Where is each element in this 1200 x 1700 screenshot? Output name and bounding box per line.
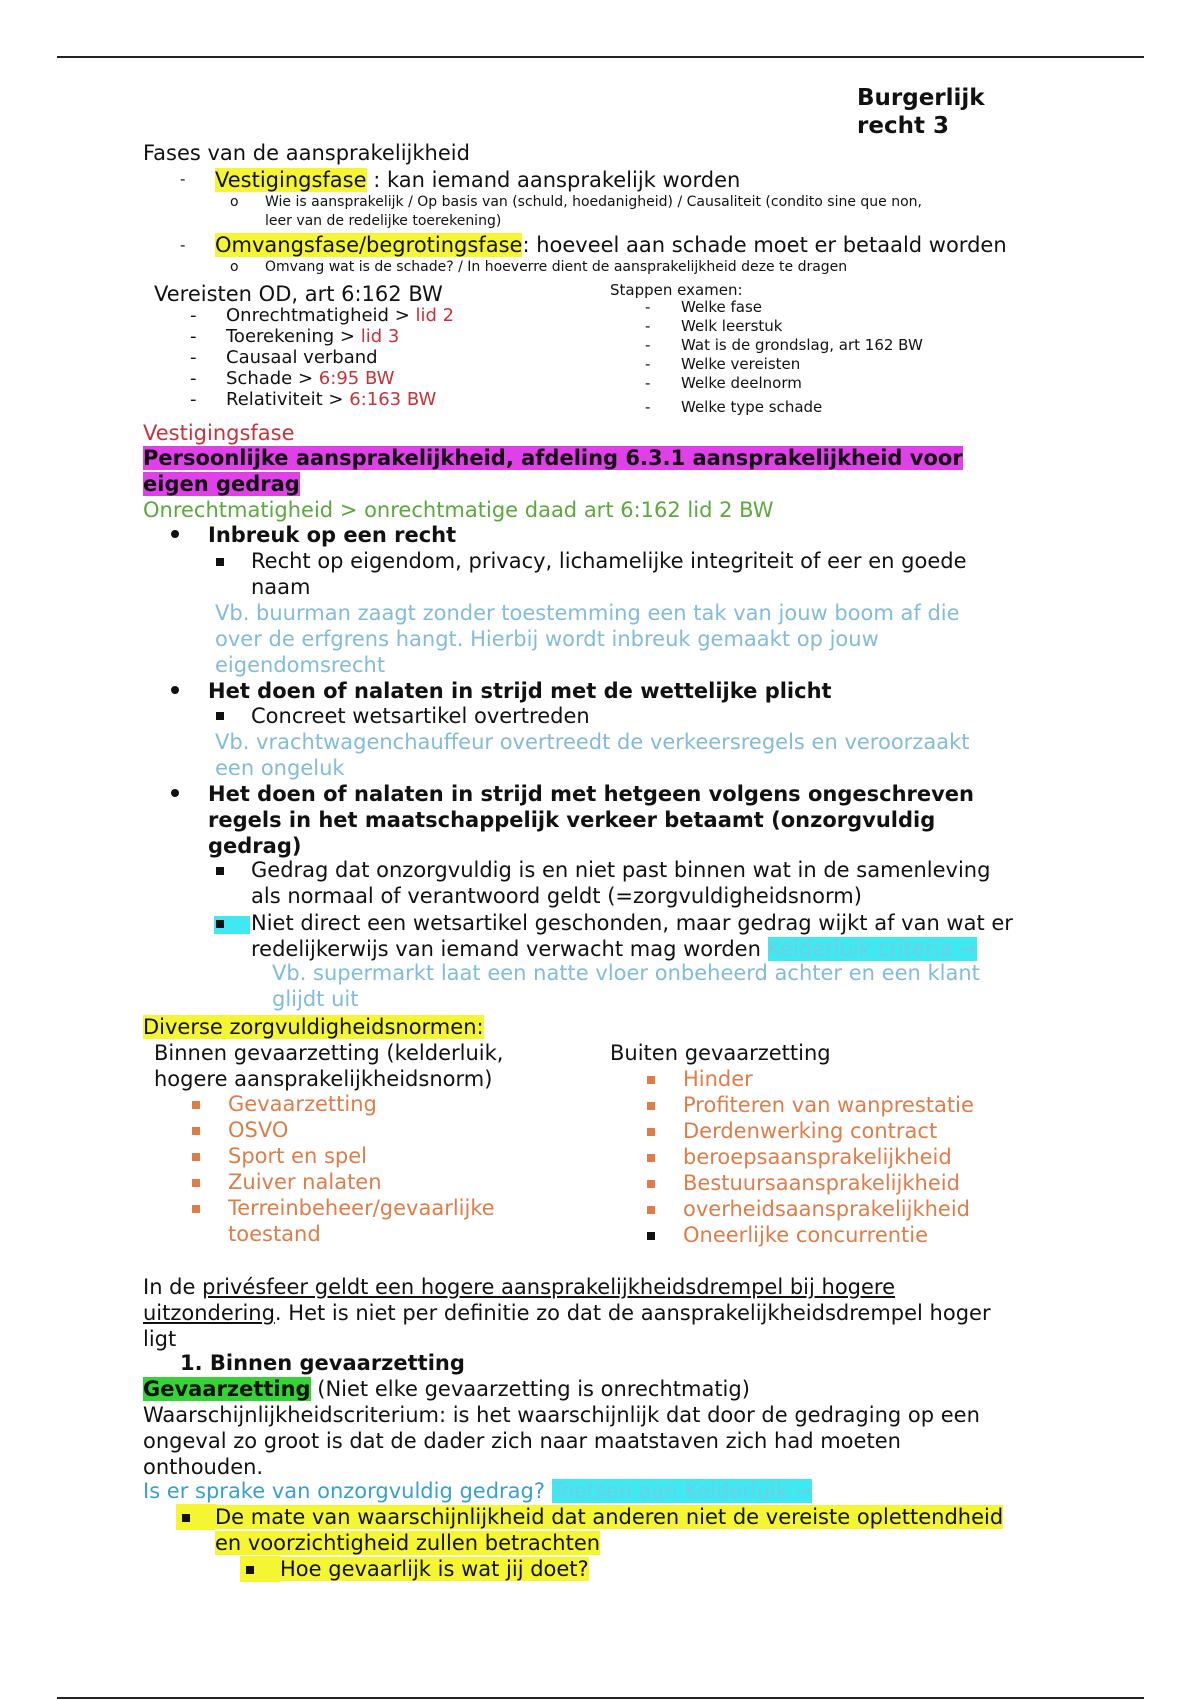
dash-marker: - <box>190 368 197 389</box>
buiten-item-text: Profiteren van wanprestatie <box>683 1093 974 1117</box>
fase-item-1-sub-line: Wie is aansprakelijk / Op basis van (schuld, hoedanigheid) / Causaliteit (condito sine que non, <box>265 194 923 210</box>
buiten-item <box>645 1170 974 1196</box>
sub-line: Recht op eigendom, privacy, lichamelijke integriteit of eer en goede <box>251 549 967 573</box>
binnen-gevaarzetting-head <box>154 1040 503 1092</box>
stappen-item <box>645 317 923 336</box>
stappen-item <box>645 298 923 317</box>
stappen-item-text: Welke vereisten <box>681 355 801 373</box>
bullet-ongeschreven <box>208 781 974 859</box>
vereisten-item <box>190 347 454 368</box>
example-line: Vb. supermarkt laat een natte vloer onbeheerd achter en een klant <box>272 961 980 985</box>
vereisten-item <box>190 389 454 410</box>
fase-item-2-text: : hoeveel aan schade moet er betaald worden <box>522 233 1007 257</box>
binnen-item <box>190 1143 495 1169</box>
buiten-item-text: Hinder <box>683 1067 753 1091</box>
dash-marker: - <box>190 305 197 326</box>
vereisten-item-text: Causaal verband <box>226 347 378 368</box>
persoonlijke-line: Persoonlijke aansprakelijkheid, afdeling 6.3.1 aansprakelijkheid voor <box>143 446 963 470</box>
buiten-item <box>645 1118 974 1144</box>
bullet-dot <box>171 686 179 694</box>
head-line: Binnen gevaarzetting (kelderluik, <box>154 1041 504 1065</box>
binnen-item <box>190 1169 495 1195</box>
head-line: hogere aansprakelijkheidsnorm) <box>154 1067 493 1091</box>
example-line: glijdt uit <box>272 987 359 1011</box>
sub-line: redelijkerwijs van iemand verwacht mag worden <box>251 937 768 961</box>
vereisten-item-ref: 6:95 BW <box>318 368 395 389</box>
binnen-item-text: Sport en spel <box>228 1144 367 1168</box>
vestigingsfase-heading: Vestigingsfase <box>143 421 295 445</box>
buiten-item <box>645 1196 974 1222</box>
circle-marker: o <box>230 194 239 210</box>
stappen-item-text: Wat is de grondslag, art 162 BW <box>681 336 923 354</box>
dash-marker: - <box>190 389 197 410</box>
fase-item-1-sub <box>265 193 922 231</box>
mate-line: De mate van waarschijnlijkheid dat anderen niet de vereiste oplettendheid <box>215 1505 1004 1529</box>
bullet-square <box>216 920 224 928</box>
binnen-list <box>190 1091 495 1247</box>
circle-marker: o <box>230 259 239 275</box>
bullet-square <box>216 558 224 566</box>
binnen-item-text: OSVO <box>228 1118 289 1142</box>
vereisten-item <box>190 368 454 389</box>
vereisten-item-text: Schade > <box>226 368 319 389</box>
vereisten-item <box>190 326 454 347</box>
gevaarzetting-rest: (Niet elke gevaarzetting is onrechtmatig) <box>310 1377 750 1401</box>
dash-marker: - <box>645 398 651 416</box>
example-inbreuk <box>215 600 960 678</box>
para-line: onthouden. <box>143 1455 264 1479</box>
dash-marker: - <box>190 326 197 347</box>
dash-marker: - <box>645 336 651 354</box>
example-line: Vb. vrachtwagenchauffeur overtreedt de verkeersregels en veroorzaakt <box>215 730 970 754</box>
bullet-square <box>216 867 224 875</box>
question-text: Is er sprake van onzorgvuldig gedrag? <box>143 1479 552 1503</box>
toetsen-kelderluik-link[interactable]: Toetsen aan Kelderluik → <box>551 1479 813 1503</box>
para-line: ongeval zo groot is dat de dader zich naar maatstaven zich had moeten <box>143 1429 901 1453</box>
stappen-item <box>645 355 923 374</box>
hoe-gevaarlijk-text: Hoe gevaarlijk is wat jij doet? <box>280 1557 589 1581</box>
binnen-item-text: Zuiver nalaten <box>228 1170 382 1194</box>
stappen-list <box>645 298 923 417</box>
buiten-item <box>645 1144 974 1170</box>
bottom-rule <box>57 1697 1144 1699</box>
waarschijnlijkheid-paragraph <box>143 1402 980 1480</box>
binnen-gevaarzetting-heading: 1. Binnen gevaarzetting <box>180 1351 465 1375</box>
vereisten-item-text: Onrechtmatigheid > <box>226 305 416 326</box>
prive-underlined: uitzondering <box>143 1301 275 1325</box>
fase-item-1 <box>215 167 740 193</box>
buiten-item <box>645 1092 974 1118</box>
binnen-item-cont: toestand <box>228 1222 321 1246</box>
dash-marker: - <box>645 317 651 335</box>
example-line: over de erfgrens hangt. Hierbij wordt inbreuk gemaakt op jouw <box>215 627 879 651</box>
persoonlijke-heading <box>143 445 963 497</box>
binnen-item <box>190 1091 495 1117</box>
bullet-inbreuk: Inbreuk op een recht <box>208 523 457 547</box>
stappen-item-text: Welk leerstuk <box>681 317 783 335</box>
buiten-item-text: beroepsaansprakelijkheid <box>683 1145 952 1169</box>
fase-item-2-sub: Omvang wat is de schade? / In hoeverre dient de aansprakelijkheid deze te dragen <box>265 259 848 275</box>
stappen-item <box>645 398 923 417</box>
omvangsfase-highlight: Omvangsfase/begrotingsfase <box>215 233 523 257</box>
bullet-ongeschreven-sub1 <box>251 857 990 909</box>
gevaarzetting-highlight: Gevaarzetting <box>143 1377 311 1401</box>
kelderluik-criteria-link[interactable]: Kelderluik criteria → <box>767 937 977 961</box>
dash-marker: - <box>645 355 651 373</box>
stappen-item <box>645 336 923 355</box>
bullet-square <box>216 712 224 720</box>
onrechtmatigheid-heading: Onrechtmatigheid > onrechtmatige daad art 6:162 lid 2 BW <box>143 498 774 522</box>
stappen-heading: Stappen examen: <box>610 281 743 299</box>
fases-heading: Fases van de aansprakelijkheid <box>143 141 470 165</box>
bullet-ongeschreven-sub2 <box>251 910 1013 962</box>
bullet-wettelijke-plicht: Het doen of nalaten in strijd met de wettelijke plicht <box>208 679 832 703</box>
buiten-item-text: Oneerlijke concurrentie <box>683 1223 929 1247</box>
buiten-gevaarzetting-head: Buiten gevaarzetting <box>610 1041 831 1065</box>
stappen-item-text: Welke type schade <box>681 398 823 416</box>
stappen-item-text: Welke fase <box>681 298 763 316</box>
fase-item-1-text: : kan iemand aansprakelijk worden <box>366 168 741 192</box>
bullet-line: Het doen of nalaten in strijd met hetgeen volgens ongeschreven <box>208 782 974 806</box>
prive-underlined: privésfeer geldt een hogere aansprakelijkheidsdrempel bij hogere <box>202 1275 896 1299</box>
title-line-1: Burgerlijk <box>857 85 985 111</box>
normen-heading-text: Diverse zorgvuldigheidsnormen: <box>143 1015 484 1039</box>
fase-item-1-sub-line: leer van de redelijke toerekening) <box>265 213 502 229</box>
para-line: Waarschijnlijkheidscriterium: is het waarschijnlijk dat door de gedraging op een <box>143 1403 980 1427</box>
vestigingsfase-highlight: Vestigingsfase <box>215 168 367 192</box>
vereisten-item-text: Toerekening > <box>226 326 361 347</box>
vereisten-item <box>190 305 454 326</box>
onzorgvuldig-question <box>143 1478 812 1504</box>
mate-line: en voorzichtigheid zullen betrachten <box>215 1531 601 1555</box>
vereisten-heading: Vereisten OD, art 6:162 BW <box>154 282 443 306</box>
bullet-dot <box>171 789 179 797</box>
dash-marker: - <box>645 374 651 392</box>
prive-line <box>143 1300 991 1326</box>
dash-marker: - <box>180 170 186 188</box>
sub-line: naam <box>251 575 311 599</box>
title-line-2: recht 3 <box>857 113 949 139</box>
vereisten-list <box>190 305 454 410</box>
top-rule <box>57 56 1144 58</box>
sub-line: als normaal of verantwoord geldt (=zorgvuldigheidsnorm) <box>251 884 862 908</box>
dash-marker: - <box>190 347 197 368</box>
binnen-item <box>190 1195 495 1221</box>
vereisten-item-ref: lid 3 <box>360 326 400 347</box>
persoonlijke-line: eigen gedrag <box>143 472 300 496</box>
bullet-line: gedrag) <box>208 834 302 858</box>
dash-marker: - <box>645 298 651 316</box>
bullet-square <box>246 1566 254 1574</box>
binnen-item-text: Gevaarzetting <box>228 1092 377 1116</box>
dash-marker: - <box>180 236 186 254</box>
example-wettelijke <box>215 729 969 781</box>
binnen-item <box>190 1117 495 1143</box>
buiten-item <box>645 1066 974 1092</box>
bullet-dot <box>171 530 179 538</box>
stappen-item-text: Welke deelnorm <box>681 374 802 392</box>
buiten-item <box>645 1222 974 1248</box>
mate-waarschijnlijkheid <box>215 1504 1003 1556</box>
buiten-item-text: Derdenwerking contract <box>683 1119 938 1143</box>
document-title <box>857 84 985 140</box>
normen-heading <box>143 1014 484 1040</box>
bullet-line: regels in het maatschappelijk verkeer betaamt (onzorgvuldig <box>208 808 936 832</box>
bullet-wettelijke-sub: Concreet wetsartikel overtreden <box>251 704 590 728</box>
binnen-item-text: Terreinbeheer/gevaarlijke <box>228 1196 495 1220</box>
gevaarzetting-line <box>143 1376 750 1402</box>
stappen-item <box>645 374 923 398</box>
prive-line <box>143 1274 991 1300</box>
bullet-inbreuk-sub <box>251 548 967 600</box>
sub-line: Gedrag dat onzorgvuldig is en niet past binnen wat in de samenleving <box>251 858 991 882</box>
bullet-square <box>182 1514 190 1522</box>
prive-text: . Het is niet per definitie zo dat de aansprakelijkheidsdrempel hoger <box>274 1301 991 1325</box>
example-ongeschreven <box>272 960 980 1012</box>
prive-line: ligt <box>143 1327 177 1351</box>
vereisten-item-ref: 6:163 BW <box>349 389 437 410</box>
vereisten-item-ref: lid 2 <box>415 305 455 326</box>
buiten-list <box>645 1066 974 1248</box>
hoe-gevaarlijk <box>280 1556 589 1582</box>
example-line: Vb. buurman zaagt zonder toestemming een tak van jouw boom af die <box>215 601 960 625</box>
buiten-item-text: overheidsaansprakelijkheid <box>683 1197 971 1221</box>
prive-text: In de <box>143 1275 203 1299</box>
example-line: een ongeluk <box>215 756 345 780</box>
vereisten-item-text: Relativiteit > <box>226 389 350 410</box>
buiten-item-text: Bestuursaansprakelijkheid <box>683 1171 960 1195</box>
sub-line: Niet direct een wetsartikel geschonden, maar gedrag wijkt af van wat er <box>251 911 1013 935</box>
example-line: eigendomsrecht <box>215 653 386 677</box>
prive-paragraph <box>143 1274 991 1352</box>
fase-item-2 <box>215 232 1007 258</box>
